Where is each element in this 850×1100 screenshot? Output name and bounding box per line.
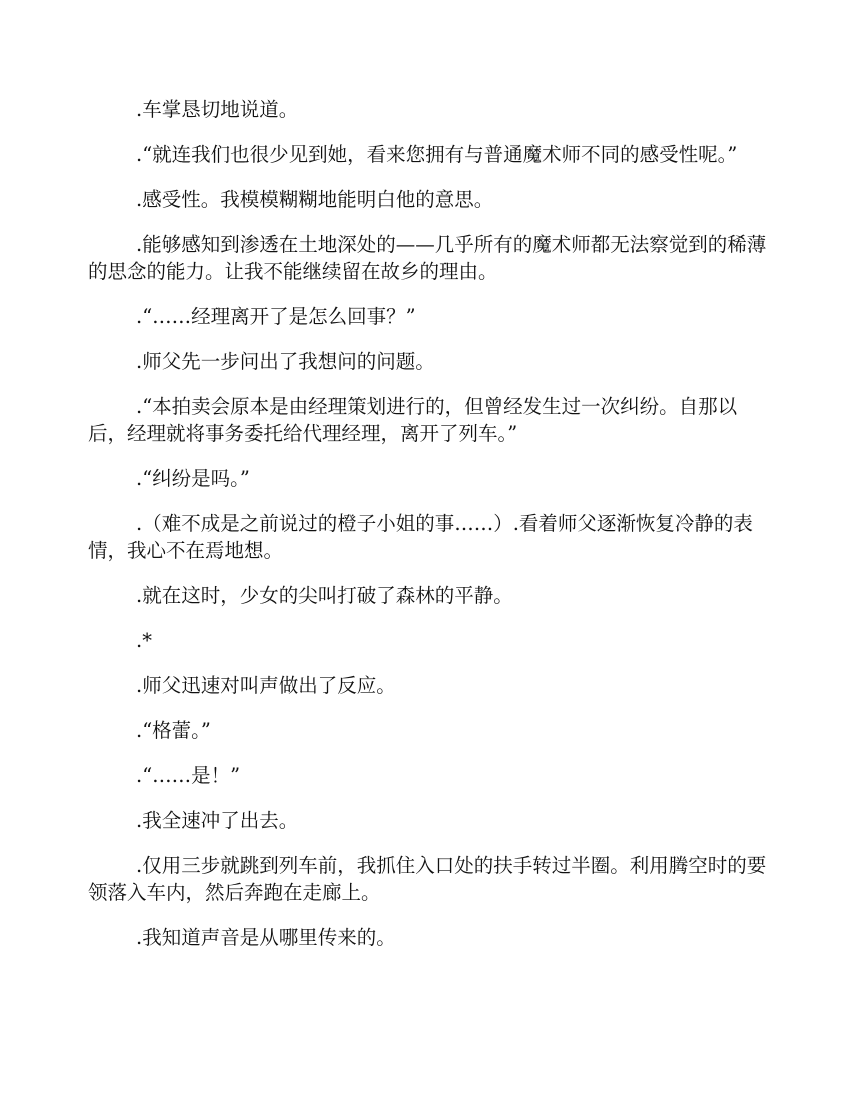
paragraph: .“格蕾。” [136, 719, 211, 742]
paragraph: .就在这时，少女的尖叫打破了森林的平静。 [136, 584, 513, 607]
paragraph: .仅用三步就跳到列车前，我抓住入口处的扶手转过半圈。利用腾空时的要领落入车内，然后奔跑在走廊上。 [88, 854, 767, 904]
paragraph: .能够感知到渗透在土地深处的——几乎所有的魔术师都无法察觉到的稀薄的思念的能力。让我不能继续留在故乡的理由。 [88, 233, 767, 283]
paragraph: .师父迅速对叫声做出了反应。 [136, 674, 396, 697]
paragraph: .感受性。我模模糊糊地能明白他的意思。 [136, 188, 494, 211]
paragraph: .（难不成是之前说过的橙子小姐的事……）.看着师父逐渐恢复冷静的表情，我心不在焉地想。 [88, 512, 753, 562]
paragraph: .我知道声音是从哪里传来的。 [136, 926, 396, 949]
paragraph: .“……经理离开了是怎么回事？” [136, 305, 416, 328]
paragraph: .我全速冲了出去。 [136, 809, 299, 832]
paragraph: .“就连我们也很少见到她，看来您拥有与普通魔术师不同的感受性呢。” [136, 143, 738, 166]
paragraph: .车掌恳切地说道。 [136, 98, 299, 121]
paragraph: .“……是！” [136, 764, 241, 787]
scene-break: .* [136, 629, 152, 652]
paragraph: .师父先一步问出了我想问的问题。 [136, 350, 435, 373]
paragraph: .“本拍卖会原本是由经理策划进行的，但曾经发生过一次纠纷。自那以后，经理就将事务委托给代理经理，离开了列车。” [88, 395, 738, 445]
document-body [88, 96, 768, 969]
paragraph: .“纠纷是吗。” [136, 467, 250, 490]
